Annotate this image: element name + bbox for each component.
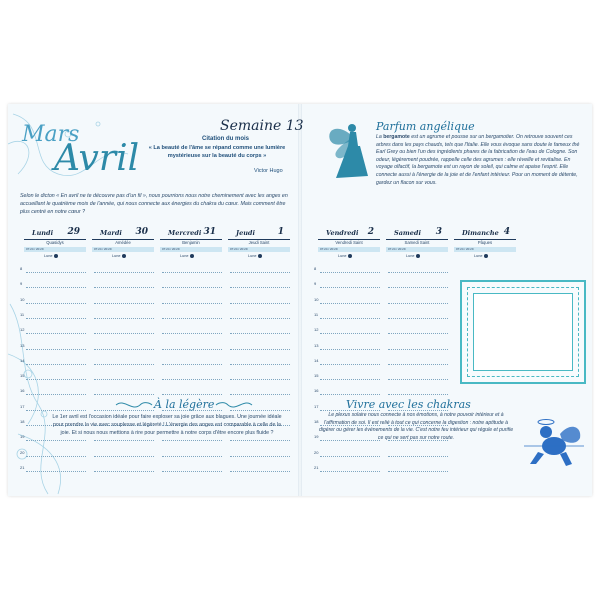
hour-line: [320, 379, 380, 380]
day-name: Lundi: [32, 229, 54, 237]
sun-times: 07:24 / 20:29: [386, 247, 448, 252]
hour-row[interactable]: [20, 312, 296, 321]
day-number: 30: [135, 227, 148, 237]
hour-line: [162, 349, 222, 350]
hour-line: [94, 440, 154, 441]
hour-label: 15: [20, 373, 25, 379]
month-title: Avril: [54, 138, 140, 179]
day-name: Mardi: [100, 229, 122, 237]
hour-label: 18: [20, 419, 25, 424]
day-number: 4: [503, 227, 510, 237]
day-name: Vendredi: [326, 229, 359, 237]
hour-row[interactable]: [20, 358, 296, 367]
sun-times: 07:24 / 20:29: [318, 247, 380, 252]
hour-line: [162, 272, 222, 273]
hour-row[interactable]: [314, 266, 454, 275]
hour-line: [230, 349, 290, 350]
hour-line: [26, 410, 86, 411]
hour-line: [320, 303, 380, 304]
hour-row[interactable]: [314, 327, 454, 336]
hour-row[interactable]: [20, 450, 296, 459]
moon-icon: [190, 254, 194, 258]
hour-label: 13: [20, 342, 25, 348]
moon-phase: Lune: [112, 254, 126, 258]
hour-label: 15: [314, 373, 319, 379]
hour-label: 19: [20, 434, 25, 440]
hour-line: [26, 440, 86, 441]
moon-phase: Lune: [474, 254, 488, 258]
hour-line: [230, 318, 290, 319]
hour-line: [320, 349, 380, 350]
hour-line: [320, 318, 380, 319]
citation-title: Citation du mois: [202, 136, 249, 142]
hour-line: [320, 394, 380, 395]
hour-line: [320, 333, 380, 334]
hour-line: [162, 303, 222, 304]
month-prev: Mars: [22, 122, 80, 147]
week-label: Semaine 13: [220, 118, 304, 134]
hour-line: [26, 394, 86, 395]
fairy-icon: [322, 120, 372, 186]
saint-name: Amédée: [115, 240, 131, 245]
day-number: 29: [67, 227, 80, 237]
hour-line: [320, 364, 380, 365]
hour-line: [320, 471, 380, 472]
hour-line: [320, 456, 380, 457]
moon-phase: Lune: [180, 254, 194, 258]
hour-line: [388, 349, 448, 350]
day-number: 31: [203, 227, 216, 237]
hour-line: [94, 333, 154, 334]
hour-label: 11: [20, 311, 25, 317]
hour-line: [26, 456, 86, 457]
hour-row[interactable]: [314, 281, 454, 290]
hour-label: 21: [20, 464, 25, 470]
hour-line: [162, 471, 222, 472]
hour-line: [26, 364, 86, 365]
hour-line: [94, 287, 154, 288]
hour-row[interactable]: [314, 297, 454, 306]
hour-line: [230, 303, 290, 304]
day-column: [24, 229, 86, 259]
hour-line: [230, 379, 290, 380]
moon-icon: [258, 254, 262, 258]
moon-icon: [122, 254, 126, 258]
hour-line: [94, 456, 154, 457]
notes-area[interactable]: [473, 293, 573, 371]
parfum-title: Parfum angélique: [376, 120, 475, 133]
saint-name: Vendredi Saint: [335, 240, 363, 245]
saint-name: Jeudi Saint: [248, 240, 270, 245]
hour-line: [388, 333, 448, 334]
intro-text: Selon le dicton « En avril ne te découvre pas d'un fil », nous pourrions nous notre cheminement avec les anges en accueillant le quatrième mois de l'année, qui nous connecte aux énergies du chakra du cœur. Mais comment être plus centré en notre cœur ?: [20, 193, 288, 215]
hour-label: 13: [314, 342, 319, 348]
hour-line: [26, 471, 86, 472]
hour-line: [26, 379, 86, 380]
citation-author: Victor Hugo: [254, 168, 283, 174]
hour-line: [94, 349, 154, 350]
saint-name: Benjamin: [182, 240, 200, 245]
hour-row[interactable]: [314, 312, 454, 321]
day-column: [386, 229, 448, 259]
hour-line: [230, 333, 290, 334]
day-name: Mercredi: [168, 229, 202, 237]
planner-spread: [8, 104, 592, 496]
day-column: [92, 229, 154, 259]
hour-line: [94, 364, 154, 365]
hour-line: [388, 394, 448, 395]
swirl-left-icon: [114, 398, 154, 412]
hour-row[interactable]: [20, 373, 296, 382]
hour-line: [26, 272, 86, 273]
hour-label: 9: [20, 281, 23, 287]
legere-text: Le 1er avril est l'occasion idéale pour faire exploser sa joie grâce aux blagues. Une journée idéale pour prendre la vie avec souplesse et légèreté ! L'énergie des anges est comparable à celle de la joie. Et si nous nous mettions à rire pour permettre à notre corps d'être encore plus fluide ?: [52, 414, 282, 436]
hour-label: 12: [314, 327, 319, 333]
moon-phase: Lune: [406, 254, 420, 258]
hour-row[interactable]: [20, 465, 296, 474]
hour-row[interactable]: [314, 465, 454, 474]
hour-line: [26, 303, 86, 304]
hour-line: [94, 394, 154, 395]
hour-line: [388, 272, 448, 273]
day-number: 1: [277, 227, 284, 237]
sun-times: 07:24 / 20:29: [24, 247, 86, 252]
hour-label: 16: [314, 388, 319, 394]
hour-label: 14: [20, 357, 25, 363]
day-column: [454, 229, 516, 259]
hour-line: [94, 303, 154, 304]
hour-line: [162, 456, 222, 457]
day-name: Jeudi: [236, 229, 255, 237]
hour-label: 19: [314, 434, 319, 440]
hour-label: 14: [314, 357, 319, 363]
hour-label: 8: [20, 266, 23, 271]
hour-row[interactable]: [20, 388, 296, 397]
chakras-title: Vivre avec les chakras: [346, 398, 471, 411]
moon-icon: [54, 254, 58, 258]
hour-line: [162, 440, 222, 441]
hour-line: [230, 440, 290, 441]
day-number: 3: [435, 227, 442, 237]
parfum-keyword: bergamote: [383, 134, 410, 140]
hour-label: 12: [20, 327, 25, 333]
hour-line: [388, 379, 448, 380]
sun-times: 07:24 / 20:29: [228, 247, 290, 252]
hour-line: [26, 333, 86, 334]
hour-label: 10: [20, 296, 25, 302]
swirl-right-icon: [214, 398, 254, 412]
hour-row[interactable]: [20, 297, 296, 306]
hour-label: 17: [314, 403, 319, 409]
hour-line: [26, 287, 86, 288]
hour-label: 18: [314, 419, 319, 424]
hour-label: 9: [314, 281, 317, 287]
hour-line: [94, 272, 154, 273]
moon-icon: [348, 254, 352, 258]
hour-line: [320, 272, 380, 273]
hour-row[interactable]: [314, 373, 454, 382]
hour-row[interactable]: [20, 281, 296, 290]
hour-line: [230, 272, 290, 273]
hour-line: [388, 364, 448, 365]
hour-line: [26, 349, 86, 350]
hour-line: [388, 287, 448, 288]
hour-row[interactable]: [20, 266, 296, 275]
moon-phase: Lune: [44, 254, 58, 258]
hour-line: [162, 287, 222, 288]
legere-title: À la légère: [154, 398, 215, 411]
cupid-icon: [524, 416, 586, 468]
hour-line: [230, 287, 290, 288]
moon-icon: [484, 254, 488, 258]
hour-label: 20: [20, 449, 25, 455]
day-name: Samedi: [394, 229, 421, 237]
hour-label: 10: [314, 296, 319, 302]
hour-label: 8: [314, 266, 317, 271]
hour-line: [162, 364, 222, 365]
hour-row[interactable]: [20, 343, 296, 352]
saint-name: Samedi Saint: [404, 240, 430, 245]
hour-line: [162, 318, 222, 319]
hour-row[interactable]: [314, 388, 454, 397]
hour-line: [162, 379, 222, 380]
hour-row[interactable]: [20, 327, 296, 336]
hour-label: 17: [20, 403, 25, 409]
sun-times: 07:24 / 20:29: [454, 247, 516, 252]
citation-text: « La beauté de l'âme se répand comme une lumière mystérieuse sur la beauté du corps »: [148, 145, 286, 159]
hour-line: [230, 364, 290, 365]
hour-line: [230, 394, 290, 395]
sun-times: 07:24 / 20:29: [160, 247, 222, 252]
hour-label: 21: [314, 464, 319, 470]
day-number: 2: [367, 227, 374, 237]
hour-row[interactable]: [314, 450, 454, 459]
hour-line: [162, 394, 222, 395]
hour-line: [320, 287, 380, 288]
sun-times: 07:24 / 20:29: [92, 247, 154, 252]
hour-line: [388, 471, 448, 472]
day-name: Dimanche: [462, 229, 499, 237]
chakras-text: Le plexus solaire nous connecte à nos émotions, à notre pouvoir intérieur et à l'affirmation de soi. Il est relié à tout ce qui concerne la digestion : notre aptitude à digérer ou gérer les événements de la vie. C'est notre feu intérieur qui régule et purifie ce qui ne sert pas sur notre route.: [318, 412, 514, 441]
day-column: [228, 229, 290, 259]
hour-line: [230, 456, 290, 457]
hour-line: [388, 318, 448, 319]
hour-line: [388, 303, 448, 304]
parfum-text: La bergamote est un agrume et pousse sur un bergamotier. On retrouve souvent ces arbres dans les pays chauds, tels que l'Italie. Elle vous évoque sans doute le fameux thé Earl Grey ou bien l'un des ingrédients phares de la fabrication de l'eau de Cologne. Son odeur, légèrement poudrée, rappelle celle des agrumes : elle réveille et revitalise. En voyage olfactif, la bergamote est un rayon de soleil, qui calme et apaise l'esprit. Elle connecte aussi à l'énergie de la joie et de l'enfant intérieur. Pour un moment de détente, gardez un flacon sur vous.: [376, 134, 580, 186]
moon-phase: Lune: [248, 254, 262, 258]
hour-label: 20: [314, 449, 319, 455]
hour-row[interactable]: [314, 358, 454, 367]
hour-line: [388, 456, 448, 457]
hour-row[interactable]: [314, 343, 454, 352]
notes-frame[interactable]: [460, 280, 586, 384]
hour-line: [94, 318, 154, 319]
saint-name: Pâques: [477, 240, 493, 245]
hour-line: [230, 471, 290, 472]
saint-name: Quasidys: [46, 240, 64, 245]
day-column: [318, 229, 380, 259]
moon-icon: [416, 254, 420, 258]
hour-line: [162, 333, 222, 334]
hour-line: [94, 471, 154, 472]
hour-line: [26, 318, 86, 319]
hour-label: 16: [20, 388, 25, 394]
hour-label: 11: [314, 311, 319, 317]
day-column: [160, 229, 222, 259]
moon-phase: Lune: [338, 254, 352, 258]
page-gutter: [298, 104, 302, 496]
hour-line: [94, 379, 154, 380]
